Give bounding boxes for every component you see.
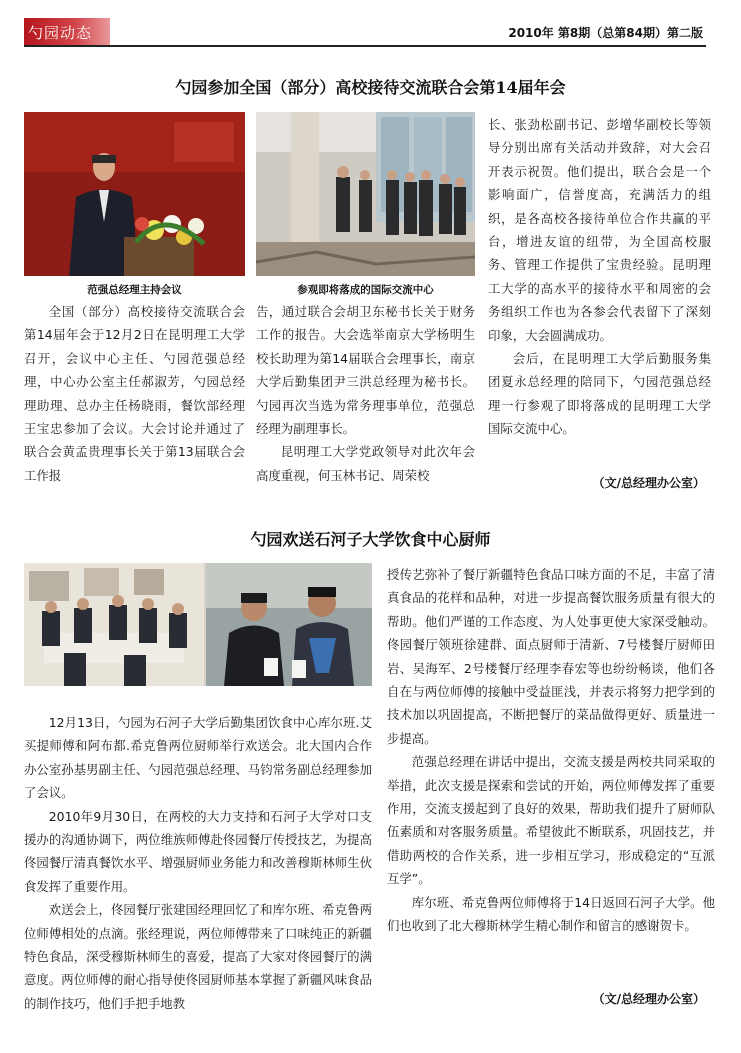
article2-paragraph: 授传艺弥补了餐厅新疆特色食品口味方面的不足，丰富了清真食品的花样和品种，对进一步提高餐饮服务质量有很大的帮助。他们严谨的工作态度、为人处事更使大家深受触动。佟园餐厅领班徐建群、面点厨师于清新、7号楼餐厅厨师田岩、吴海军、2号楼餐厅经理李春宏等也纷纷畅谈，他们各自在与两位师傅的接触中受益匪浅，并表示将努力把学到的技术加以巩固提高，不断把餐厅的菜品做得更好、质量进一步提高。 [387,567,715,746]
section-name: 勺园动态 [28,24,93,42]
article2-signature: （文/总经理办公室） [592,992,705,1006]
article2-paragraph: 12月13日，勺园为石河子大学后勤集团饮食中心库尔班.艾买提师傅和阿布都.希克鲁两位厨师举行欢送会。北大国内合作办公室孙基男副主任、勺园范强总经理、马钧常务副总经理参加了会议。 [24,715,372,801]
article1-column-1 [24,300,245,496]
issue-info: 2010年 第8期（总第84期）第二版 [508,26,703,40]
article2-paragraph: 欢送会上，佟园餐厅张建国经理回忆了和库尔班、希克鲁两位师傅相处的点滴。张经理说，两位师傅带来了口味纯正的新疆特色食品，深受穆斯林师生的喜爱，提高了大家对佟园餐厅的满意度。两位师傅的耐心指导使佟园厨师基本掌握了新疆风味食品的制作技巧，他们手把手地教 [24,902,372,1011]
article1-column-2 [256,300,475,496]
article1-paragraph: 告，通过联合会胡卫东秘书长关于财务工作的报告。大会选举南京大学杨明生校长助理为第14届联合会理事长，南京大学后勤集团尹三洪总经理为秘书长。勺园再次当选为常务理事单位，范强总经理为副理事长。 [256,304,475,437]
article2-column-right [387,563,715,971]
article1-column-3 [488,113,711,465]
article2-title: 勺园欢送石河子大学饮食中心厨师 [250,530,491,549]
masthead-logo [24,18,110,45]
article1-title: 勺园参加全国（部分）高校接待交流联合会第14届年会 [175,78,566,97]
article2-paragraph: 2010年9月30日，在两校的大力支持和石河子大学对口支援办的沟通协调下，两位维族师傅赴佟园餐厅传授技艺，为提高佟园餐厅清真餐饮水平、增强厨师业务能力和改善穆斯林师生伙食发挥了重要作用。 [24,808,372,894]
photo-site-visit [256,112,475,276]
photo-conference-speaker [24,112,245,276]
photo-farewell-meeting [24,563,372,686]
article2-paragraph: 范强总经理在讲话中提出，交流支援是两校共同采取的举措，此次支援是探索和尝试的开始，两位师傅发挥了重要作用，交流支援起到了良好的效果，帮助我们提升了厨师队伍素质和对客服务质量。希望彼此不断联系，巩固技艺，并借助两校的合作关系，进一步相互学习，形成稳定的“互派互学”。 [387,754,715,887]
article1-paragraph: 全国（部分）高校接待交流联合会第14届年会于12月2日在昆明理工大学召开，会议中心主任、勺园范强总经理，中心办公室主任郝淑芳，勺园总经理助理、总办主任杨晓雨，餐饮部经理王宝忠参加了会议。大会讨论并通过了联合会黄孟贵理事长关于第13届联合会工作报 [24,304,245,483]
article1-signature: （文/总经理办公室） [592,476,705,490]
article1-paragraph: 会后，在昆明理工大学后勤服务集团夏永总经理的陪同下，勺园范强总经理一行参观了即将落成的昆明理工大学国际交流中心。 [488,351,711,437]
header-divider [24,45,706,47]
photo1-caption: 范强总经理主持会议 [87,284,182,296]
article1-paragraph: 昆明理工大学党政领导对此次年会高度重视，何玉林书记、周荣校 [256,444,475,483]
article2-paragraph: 库尔班、希克鲁两位师傅将于14日返回石河子大学。他们也收到了北大穆斯林学生精心制作和留言的感谢贺卡。 [387,894,715,934]
article1-paragraph: 长、张劲松副书记、彭增华副校长等领导分别出席有关活动并致辞，对大会召开表示祝贺。他们提出，联合会是一个影响面广，信誉度高，充满活力的组织，是各高校各接待单位合作共赢的平台，增进友谊的纽带，为全国高校服务、管理工作提供了宝贵经验。昆明理工大学的高水平的接待水平和周密的会务组织工作也为各参会代表留下了深刻印象，大会圆满成功。 [488,117,711,343]
article2-column-left [24,711,372,1017]
photo2-caption: 参观即将落成的国际交流中心 [297,284,434,296]
